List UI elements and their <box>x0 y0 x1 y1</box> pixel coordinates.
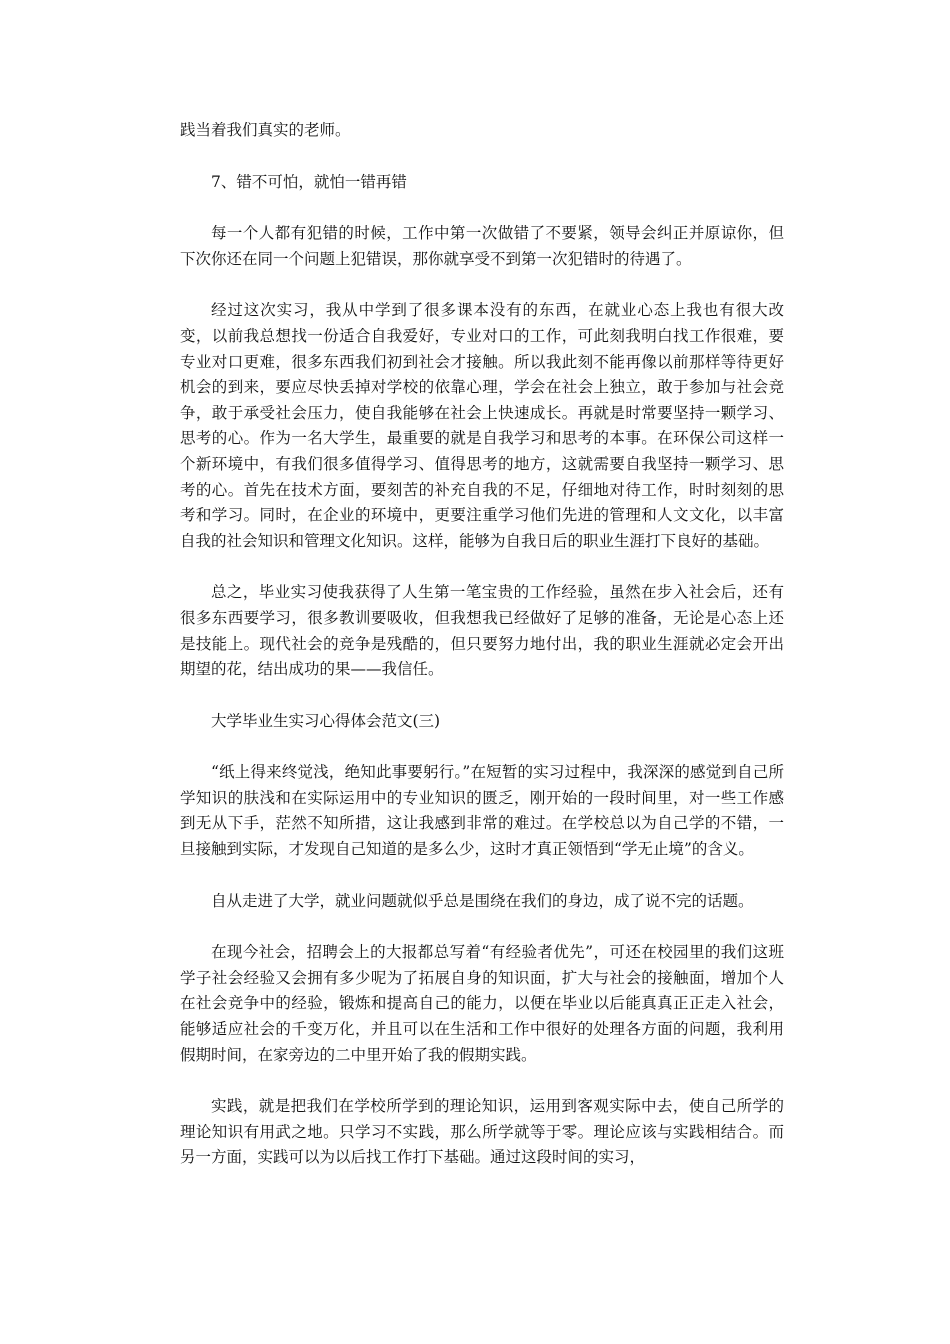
paragraph: 每一个人都有犯错的时候，工作中第一次做错了不要紧，领导会纠正并原谅你，但下次你还在同一个问题上犯错误，那你就享受不到第一次犯错时的待遇了。 <box>180 224 784 268</box>
section-heading: 7、错不可怕，就怕一错再错 <box>211 172 407 191</box>
paragraph: 经过这次实习，我从中学到了很多课本没有的东西，在就业心态上我也有很大改变，以前我总想找一份适合自我爱好，专业对口的工作，可此刻我明白找工作很难，要专业对口更难，很多东西我们初到社会才接触。所以我此刻不能再像以前那样等待更好机会的到来，要应尽快丢掉对学校的依靠心理，学会在社会上独立，敢于参加与社会竞争，敢于承受社会压力，使自我能够在社会上快速成长。再就是时常要坚持一颗学习、思考的心。作为一名大学生，最重要的就是自我学习和思考的本事。在环保公司这样一个新环境中，有我们很多值得学习、值得思考的地方，这就需要自我坚持一颗学习、思考的心。首先在技术方面，要刻苦的补充自我的不足，仔细地对待工作，时时刻刻的思考和学习。同时，在企业的环境中，更要注重学习他们先进的管理和人文文化，以丰富自我的社会知识和管理文化知识。这样，能够为自我日后的职业生涯打下良好的基础。 <box>180 301 784 550</box>
paragraph: 总之，毕业实习使我获得了人生第一笔宝贵的工作经验，虽然在步入社会后，还有很多东西要学习，很多教训要吸收，但我想我已经做好了足够的准备，无论是心态上还是技能上。现代社会的竞争是残酷的，但只要努力地付出，我的职业生涯就必定会开出期望的花，结出成功的果——我信任。 <box>180 583 784 679</box>
paragraph: 实践，就是把我们在学校所学到的理论知识，运用到客观实际中去，使自己所学的理论知识有用武之地。只学习不实践，那么所学就等于零。理论应该与实践相结合。而另一方面，实践可以为以后找工作打下基础。通过这段时间的实习， <box>180 1097 784 1167</box>
paragraph: 在现今社会，招聘会上的大报都总写着“有经验者优先”，可还在校园里的我们这班学子社会经验又会拥有多少呢为了拓展自身的知识面，扩大与社会的接触面，增加个人在社会竞争中的经验，锻炼和提高自己的能力，以便在毕业以后能真真正正走入社会，能够适应社会的千变万化，并且可以在生活和工作中很好的处理各方面的问题，我利用假期时间，在家旁边的二中里开始了我的假期实践。 <box>180 943 784 1064</box>
paragraph: 自从走进了大学，就业问题就似乎总是围绕在我们的身边，成了说不完的话题。 <box>211 891 754 910</box>
paragraph: 践当着我们真实的老师。 <box>180 121 351 139</box>
paragraph: “纸上得来终觉浅，绝知此事要躬行。”在短暂的实习过程中，我深深的感觉到自己所学知识的肤浅和在实际运用中的专业知识的匮乏，刚开始的一段时间里，对一些工作感到无从下手，茫然不知所措，这让我感到非常的难过。在学校总以为自己学的不错，一旦接触到实际，才发现自己知道的是多么少，这时才真正领悟到“学无止境”的含义。 <box>180 763 784 859</box>
section-heading: 大学毕业生实习心得体会范文(三) <box>211 711 441 730</box>
document-page <box>180 118 784 1197</box>
